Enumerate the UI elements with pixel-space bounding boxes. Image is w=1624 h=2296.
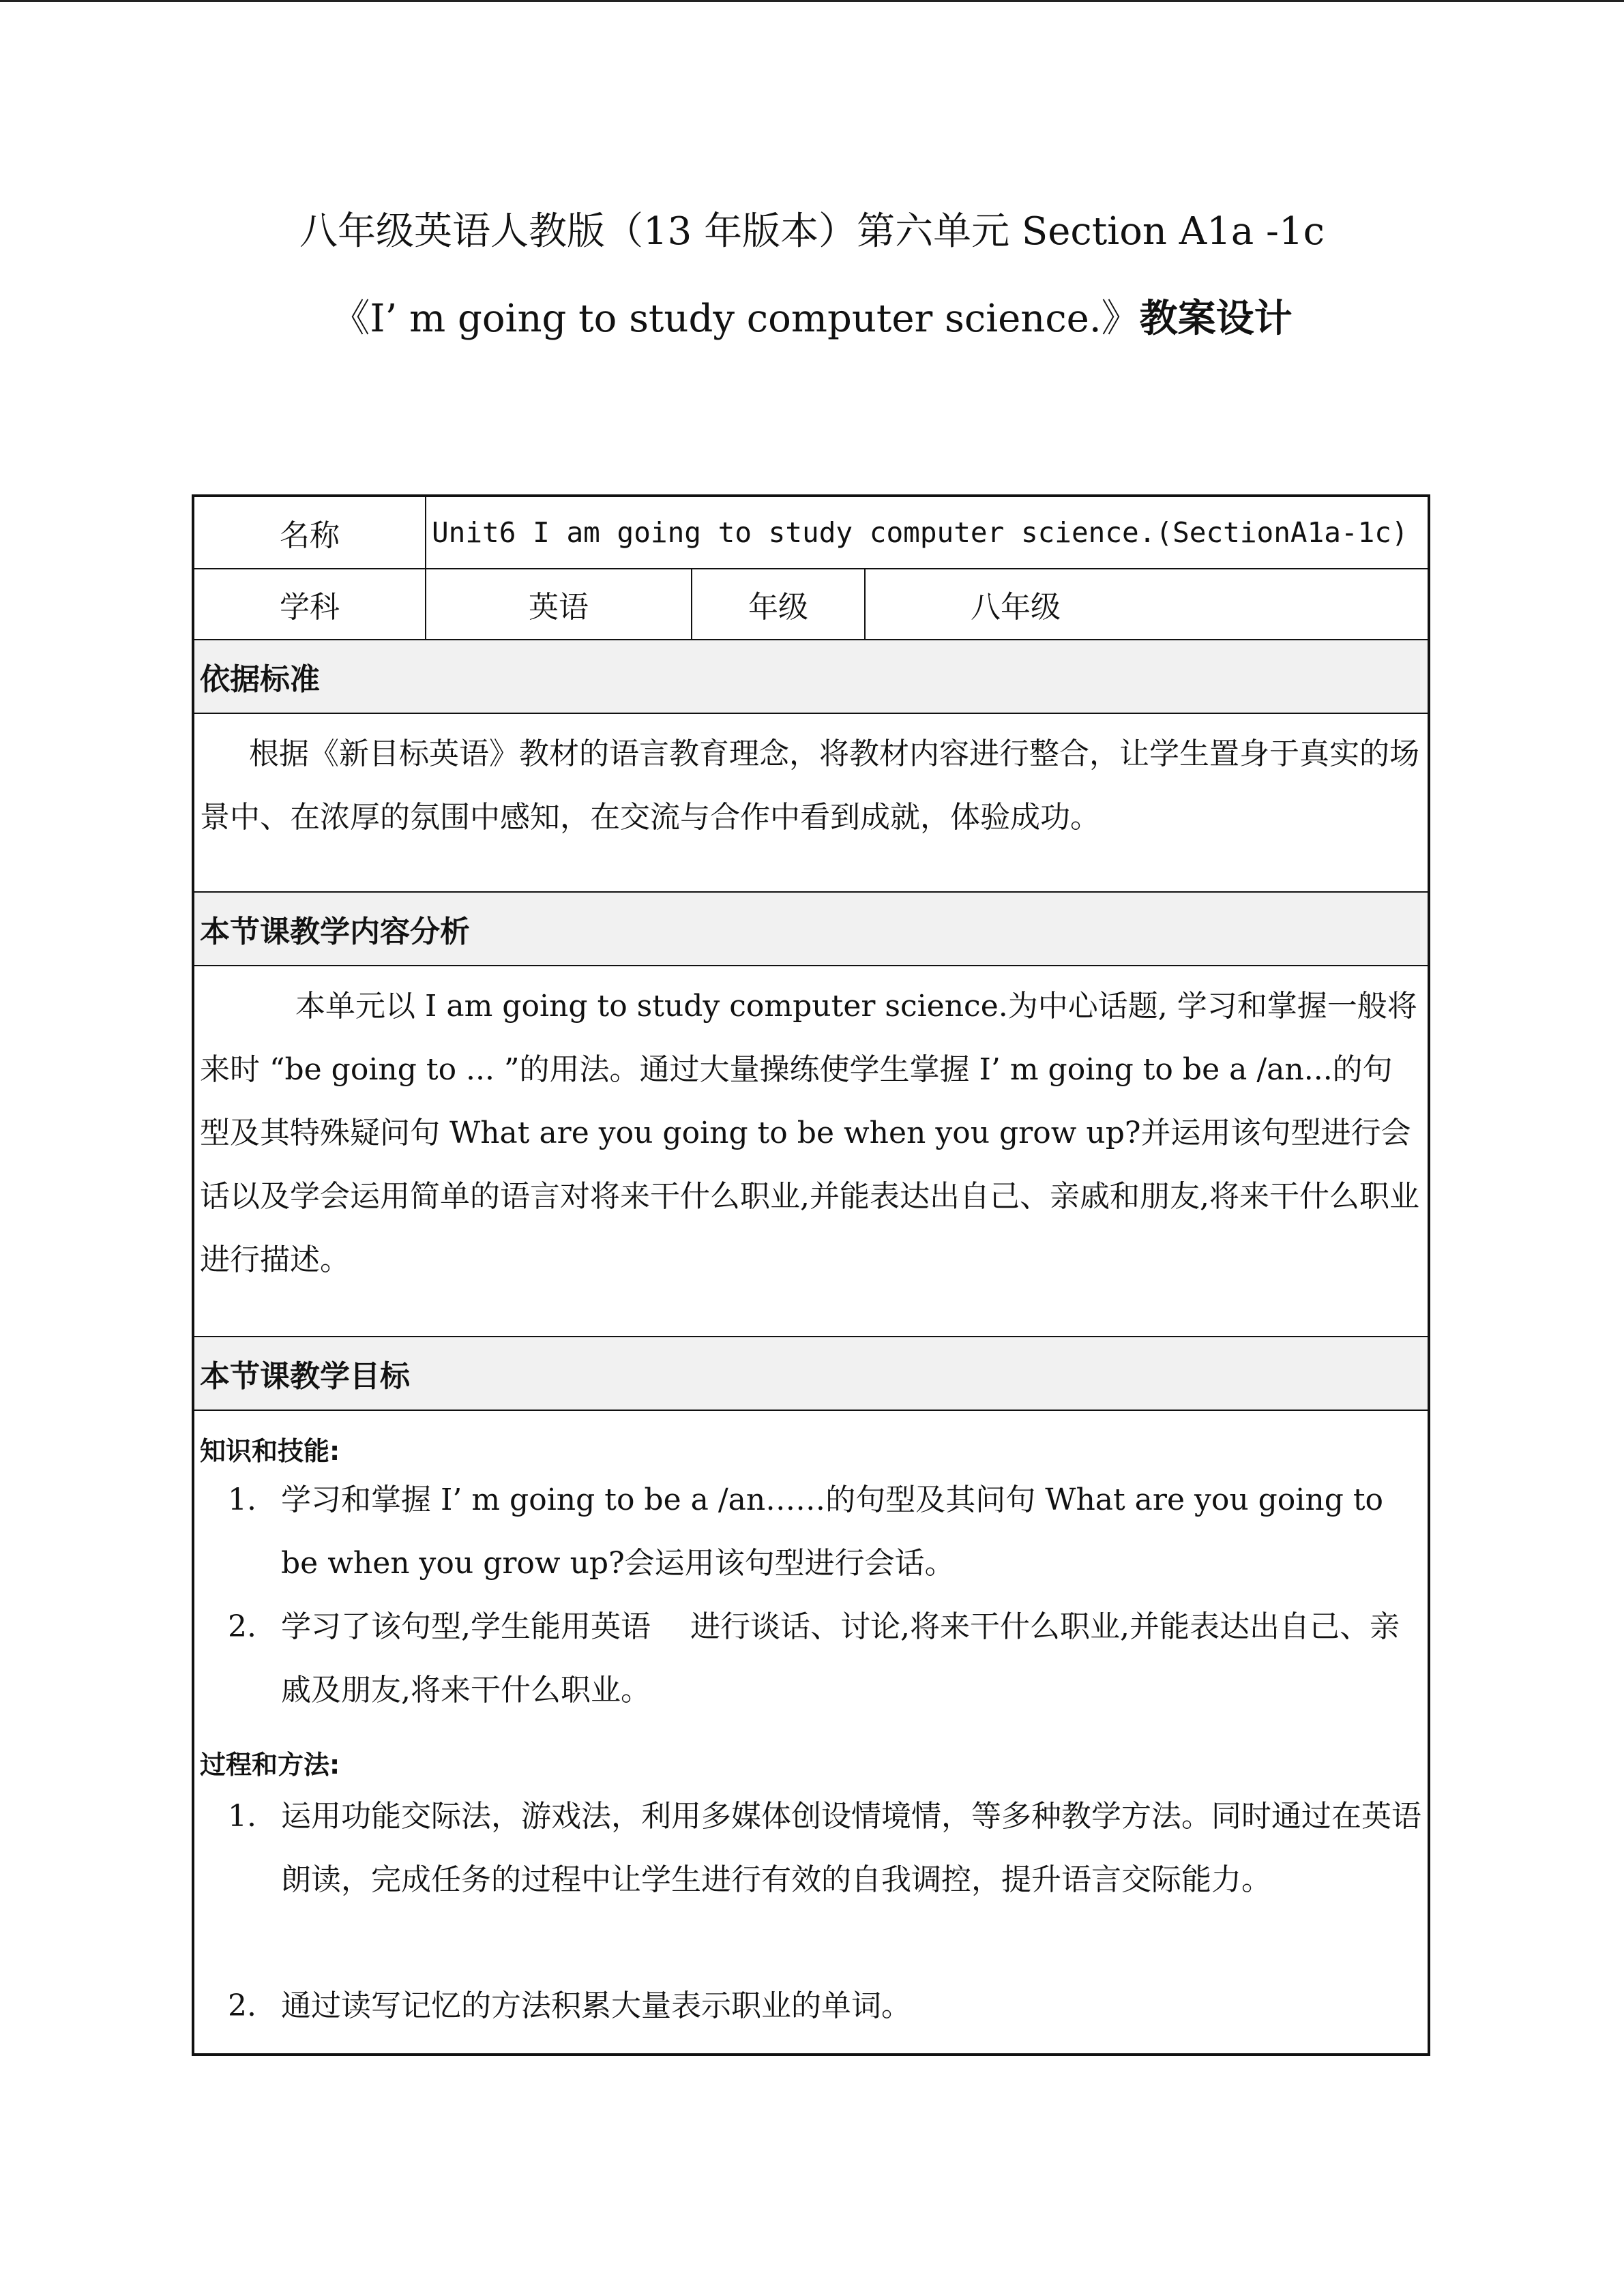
process-item-2-text: 通过读写记忆的方法积累大量表示职业的单词。 xyxy=(281,1988,911,2023)
grade-value: 八年级 xyxy=(971,590,1061,625)
subject-value: 英语 xyxy=(426,569,692,639)
process-item-1-num: 1. xyxy=(228,1799,256,1834)
page-top-border xyxy=(0,0,1624,2)
knowledge-item-1-text: 学习和掌握 I’ m going to be a /an……的句型及其问句 What are you going to be when you grow up?会运用该句型进行会话。 xyxy=(281,1482,1384,1581)
process-item-2 xyxy=(228,1974,1422,2038)
knowledge-item-1 xyxy=(228,1468,1422,1595)
subject-label: 学科 xyxy=(194,569,426,639)
subject-grade-row xyxy=(194,569,1428,640)
analysis-text: 本单元以 I am going to study computer science.为中心话题, 学习和掌握一般将来时 “be going to ... ”的用法。通过大量操练使学生掌握 I’ m going to be a /an...的句型及其特殊疑问句 What are you going to be when you grow up?并运用该句型进行会话以及学会运用简单的语言对将来干什么职业,并能表达出自己、亲戚和朋友,将来干什么职业进行描述。 xyxy=(200,989,1419,1277)
title-line-2-suffix: 教案设计 xyxy=(1139,297,1293,341)
title-line-2-main: 《I’ m going to study computer science.》 xyxy=(331,297,1140,341)
goals-content xyxy=(194,1411,1428,2053)
basis-heading: 依据标准 xyxy=(194,640,1428,714)
title-line-2 xyxy=(0,292,1624,346)
process-label: 过程和方法: xyxy=(200,1750,340,1780)
knowledge-item-2 xyxy=(228,1595,1422,1722)
knowledge-item-2-num: 2. xyxy=(228,1609,256,1644)
process-item-1-text: 运用功能交际法，游戏法，利用多媒体创设情境情，等多种教学方法。同时通过在英语朗读，完成任务的过程中让学生进行有效的自我调控，提升语言交际能力。 xyxy=(281,1799,1421,1897)
name-label: 名称 xyxy=(194,497,426,568)
lesson-plan-table xyxy=(192,494,1430,2056)
goals-heading: 本节课教学目标 xyxy=(194,1337,1428,1411)
knowledge-label: 知识和技能: xyxy=(200,1436,340,1466)
grade-label: 年级 xyxy=(692,569,866,639)
analysis-heading: 本节课教学内容分析 xyxy=(194,893,1428,966)
basis-content xyxy=(194,714,1428,893)
knowledge-item-1-num: 1. xyxy=(228,1482,256,1517)
document-title xyxy=(0,205,1624,346)
knowledge-item-2-text: 学习了该句型,学生能用英语 进行谈话、讨论,将来干什么职业,并能表达出自己、亲戚及朋友,将来干什么职业。 xyxy=(281,1609,1400,1708)
title-line-1: 八年级英语人教版（13 年版本）第六单元 Section A1a -1c xyxy=(299,209,1325,254)
process-item-2-num: 2. xyxy=(228,1988,256,2023)
basis-text: 根据《新目标英语》教材的语言教育理念，将教材内容进行整合，让学生置身于真实的场景中、在浓厚的氛围中感知，在交流与合作中看到成就，体验成功。 xyxy=(200,736,1419,835)
name-row xyxy=(194,497,1428,569)
name-value: Unit6 I am going to study computer science.(SectionA1a-1c) xyxy=(432,516,1408,549)
process-item-1 xyxy=(228,1785,1422,1911)
analysis-content xyxy=(194,966,1428,1337)
